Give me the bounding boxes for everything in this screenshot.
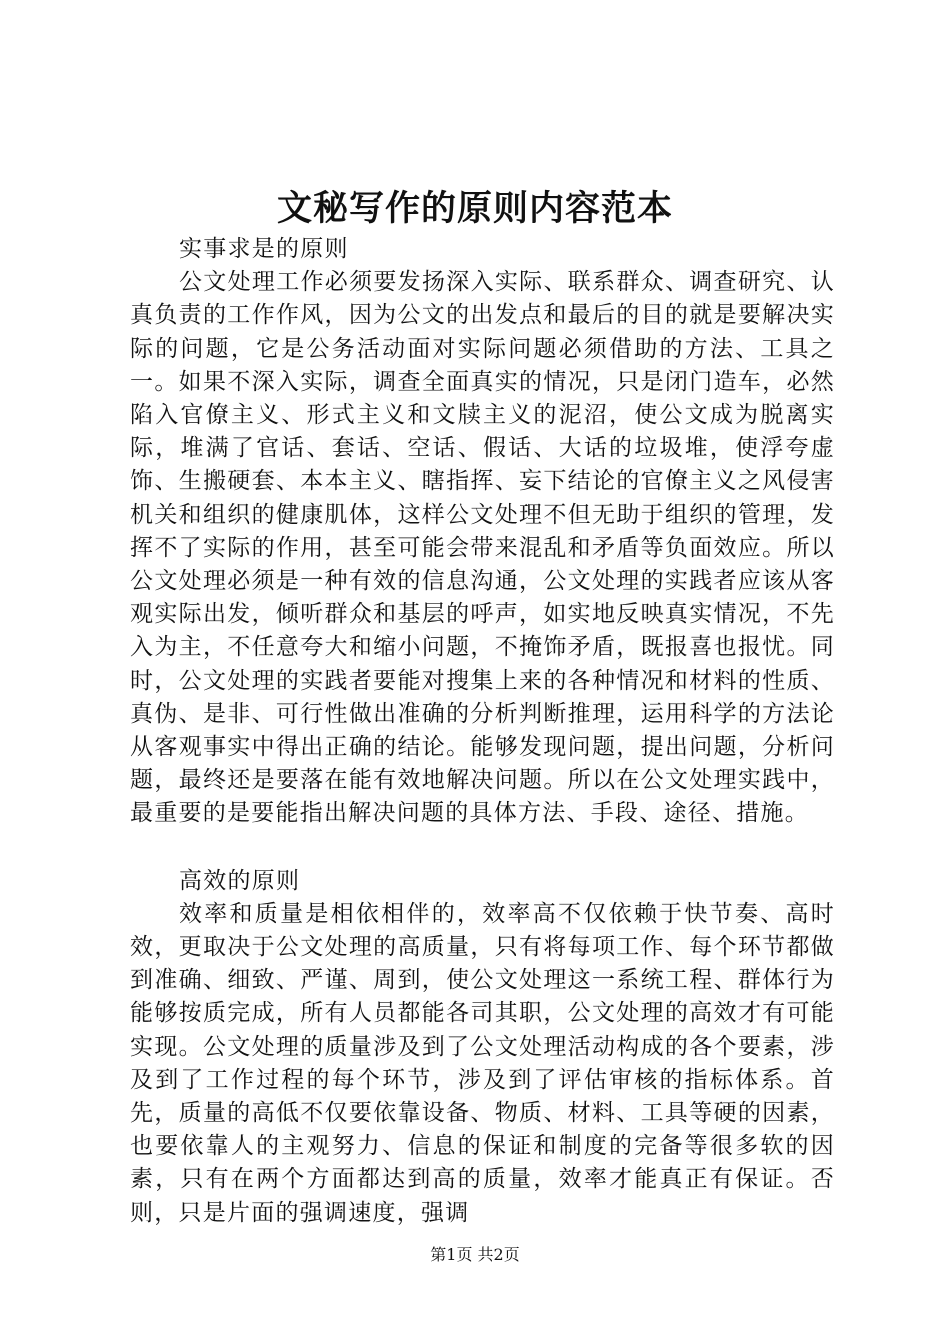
document-body	[130, 233, 835, 1230]
section-heading-2: 高效的原则	[179, 867, 301, 894]
page-footer: 第1页 共2页	[430, 1245, 520, 1264]
document-title: 文秘写作的原则内容范本	[276, 188, 673, 229]
section-paragraph-1: 公文处理工作必须要发扬深入实际、联系群众、调查研究、认真负责的工作作风，因为公文的出发点和最后的目的就是要解决实际的问题，它是公务活动面对实际问题必须借助的方法、工具之一。如果不深入实际，调查全面真实的情况，只是闭门造车，必然陷入官僚主义、形式主义和文牍主义的泥沼，使公文成为脱离实际，堆满了官话、套话、空话、假话、大话的垃圾堆，使浮夸虚饰、生搬硬套、本本主义、瞎指挥、妄下结论的官僚主义之风侵害机关和组织的健康肌体，这样公文处理不但无助于组织的管理，发挥不了实际的作用，甚至可能会带来混乱和矛盾等负面效应。所以公文处理必须是一种有效的信息沟通，公文处理的实践者应该从客观实际出发，倾听群众和基层的呼声，如实地反映真实情况，不先入为主，不任意夸大和缩小问题，不掩饰矛盾，既报喜也报忧。同时，公文处理的实践者要能对搜集上来的各种情况和材料的性质、真伪、是非、可行性做出准确的分析判断推理，运用科学的方法论从客观事实中得出正确的结论。能够发现问题，提出问题，分析问题，最终还是要落在能有效地解决问题。所以在公文处理实践中，最重要的是要能指出解决问题的具体方法、手段、途径、措施。	[130, 269, 835, 827]
section-spacer	[130, 831, 835, 865]
section-paragraph-2: 效率和质量是相依相伴的，效率高不仅依赖于快节奏、高时效，更取决于公文处理的高质量，只有将每项工作、每个环节都做到准确、细致、严谨、周到，使公文处理这一系统工程、群体行为能够按质完成，所有人员都能各司其职，公文处理的高效才有可能实现。公文处理的质量涉及到了公文处理活动构成的各个要素，涉及到了工作过程的每个环节，涉及到了评估审核的指标体系。首先，质量的高低不仅要依靠设备、物质、材料、工具等硬的因素，也要依靠人的主观努力、信息的保证和制度的完备等很多软的因素，只有在两个方面都达到高的质量，效率才能真正有保证。否则，只是片面的强调速度，强调	[130, 900, 835, 1226]
section-heading-1: 实事求是的原则	[179, 236, 349, 262]
